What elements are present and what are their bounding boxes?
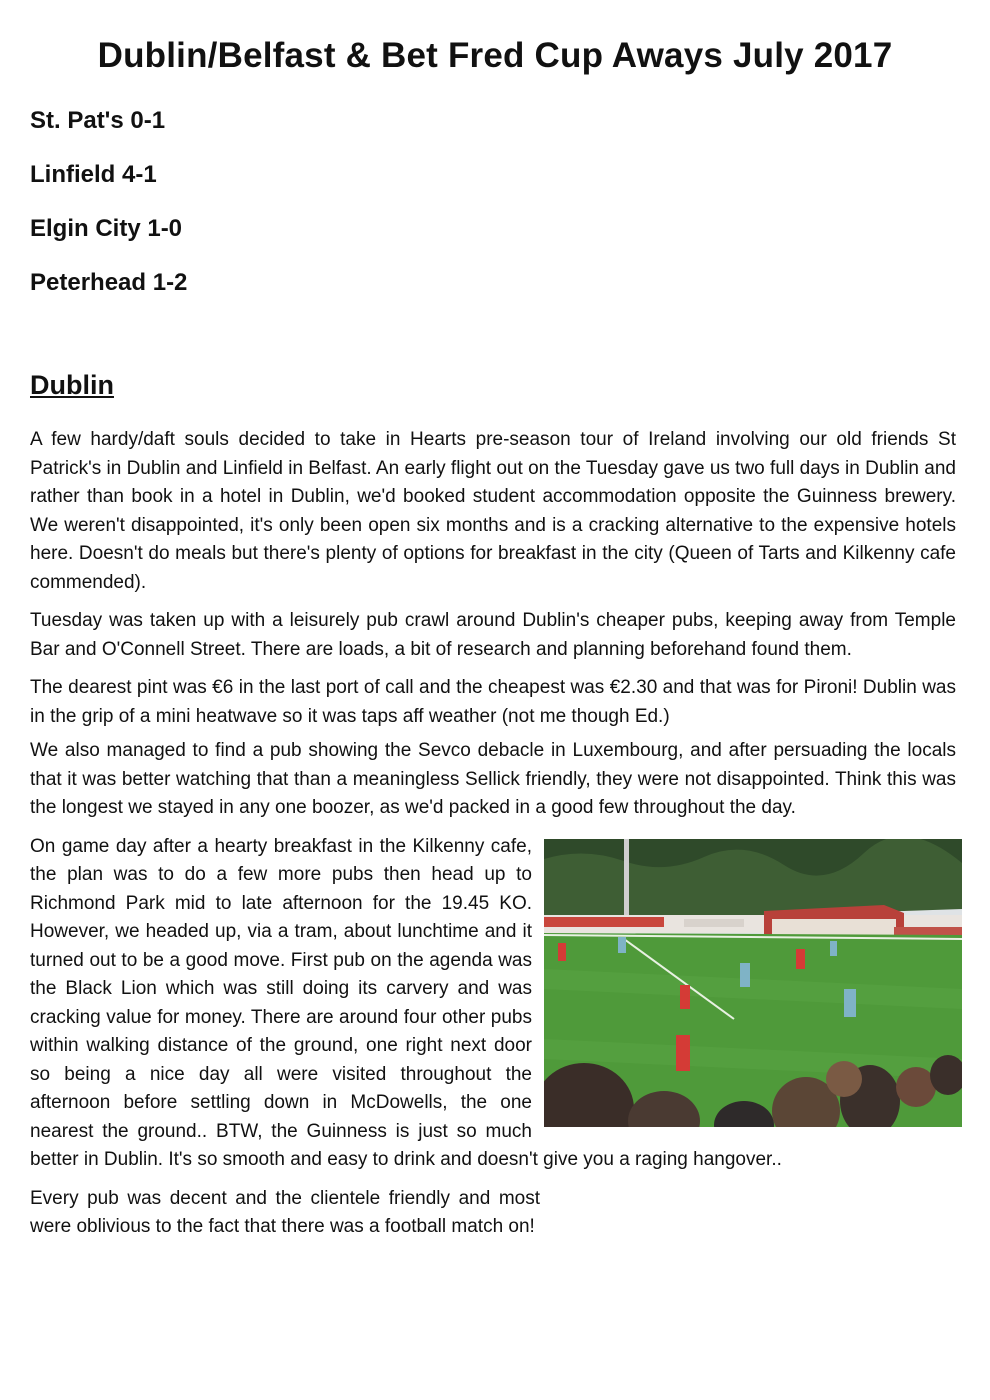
result-item: Linfield 4-1 xyxy=(30,161,157,188)
page-title: Dublin/Belfast & Bet Fred Cup Aways July 2017 xyxy=(97,36,893,75)
result-item: Elgin City 1-0 xyxy=(30,215,183,242)
paragraph: The dearest pint was €6 in the last port of call and the cheapest was €2.30 and that was for Pironi! Dublin was in the grip of a mini heatwave so it was taps aff weather (not me though Ed.) xyxy=(30,677,956,727)
paragraph: On game day after a hearty breakfast in the Kilkenny cafe, the plan was to do a few more pubs then head up to Richmond Park mid to late afternoon for the 19.45 KO. However, we headed up, via a tram, about lunchtime and it turned out to be a good move. First pub on the agenda was the Black Lion which was still doing its carvery and was cracking value for money. There are around four other pubs within walking distance of the ground, one right next door so being a nice day all were visited throughout the afternoon before settling down in McDowells, the one nearest the ground.. BTW, the Guinness is just so much better in Dublin. It's so smooth and easy to drink and doesn't give you a raging hangover.. xyxy=(30,835,782,1170)
result-item: Peterhead 1-2 xyxy=(30,269,188,296)
paragraph: A few hardy/daft souls decided to take in Hearts pre-season tour of Ireland involving our old friends St Patrick's in Dublin and Linfield in Belfast. An early flight out on the Tuesday gave us two full days in Dublin and rather than book in a hotel in Dublin, we'd booked student accommodation opposite the Guinness brewery. We weren't disappointed, it's only been open six months and is a cracking alternative to the expensive hotels here. Doesn't do meals but there's plenty of options for breakfast in the city (Queen of Tarts and Kilkenny cafe commended). xyxy=(30,429,956,593)
football-match-photo xyxy=(544,839,962,1127)
result-item: St. Pat's 0-1 xyxy=(30,107,166,134)
paragraph: We also managed to find a pub showing the Sevco debacle in Luxembourg, and after persuading the locals that it was better watching that than a meaningless Sellick friendly, they were not disappointed. Think this was the longest we stayed in any one boozer, as we'd packed in a good few throughout the day. xyxy=(30,740,956,818)
results-list xyxy=(30,104,187,320)
article-body xyxy=(30,426,956,1252)
paragraph: Tuesday was taken up with a leisurely pub crawl around Dublin's cheaper pubs, keeping away from Temple Bar and O'Connell Street. There are loads, a bit of research and planning beforehand found them. xyxy=(30,610,956,660)
paragraph: Every pub was decent and the clientele friendly and most were oblivious to the fact that there was a football match on! xyxy=(30,1187,540,1237)
section-heading-dublin: Dublin xyxy=(30,370,114,400)
